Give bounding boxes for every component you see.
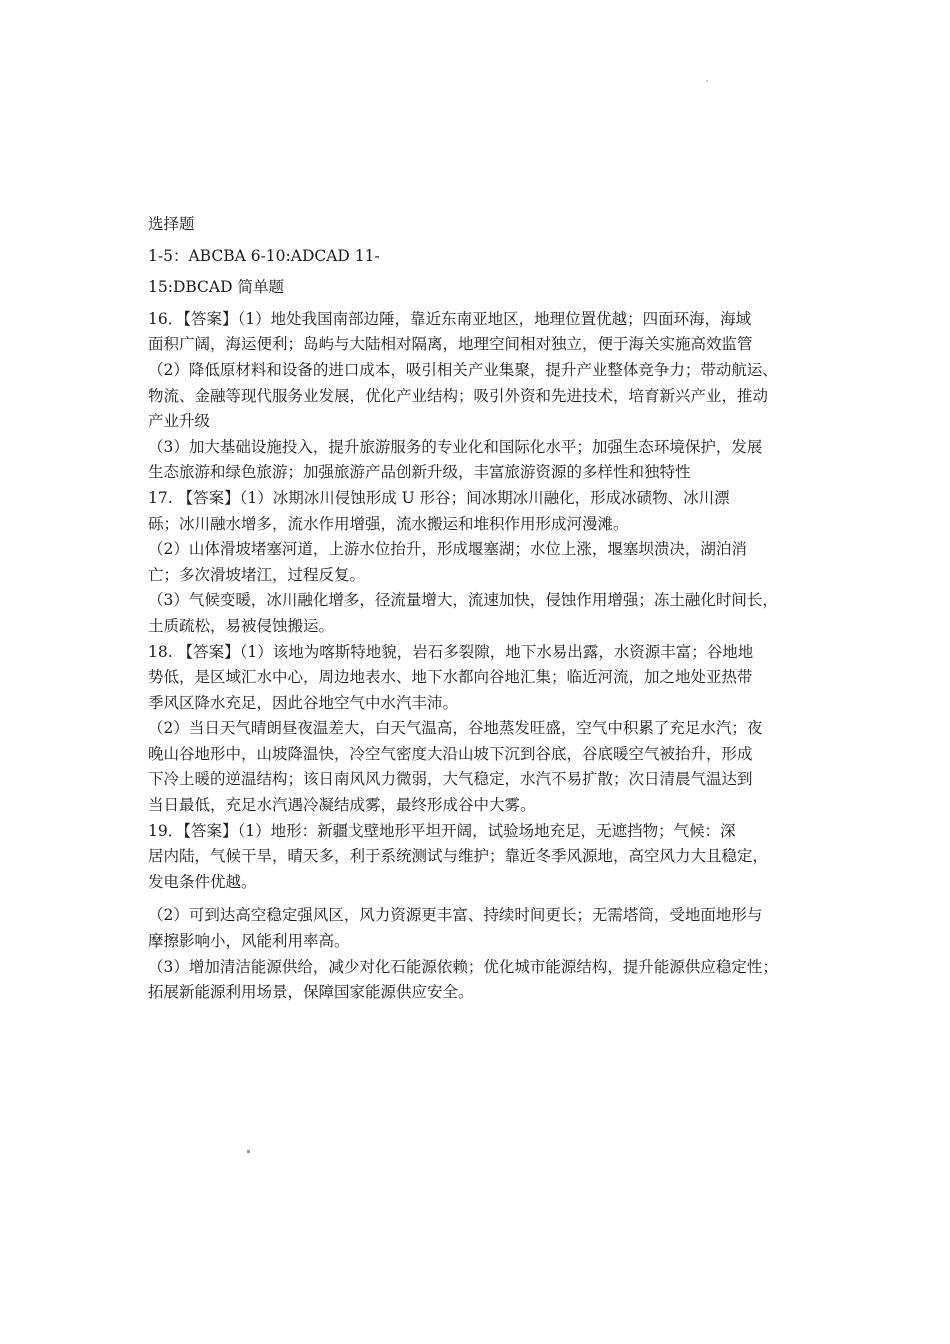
q16-line: 产业升级 xyxy=(148,412,211,431)
q18-line: 18. 【答案】（1）该地为喀斯特地貌，岩石多裂隙，地下水易出露，水资源丰富；谷地地 xyxy=(148,642,754,661)
q16-line: 生态旅游和绿色旅游；加强旅游产品创新升级，丰富旅游资源的多样性和独特性 xyxy=(148,463,691,482)
q18-line: 势低，是区域汇水中心，周边地表水、地下水都向谷地汇集；临近河流，加之地处亚热带 xyxy=(148,668,753,687)
q17-line: 17. 【答案】（1）冰期冰川侵蚀形成 U 形谷；间冰期冰川融化，形成冰碛物、冰川漂 xyxy=(148,488,730,507)
question-18 xyxy=(148,640,820,819)
q19-line: 发电条件优越。 xyxy=(148,872,257,891)
q16-line: （2）降低原材料和设备的进口成本，吸引相关产业集聚，提升产业整体竞争力；带动航运、 xyxy=(148,360,778,379)
q16-line: 物流、金融等现代服务业发展，优化产业结构；吸引外资和先进技术，培育新兴产业，推动 xyxy=(148,386,769,405)
q16-line: （3）加大基础设施投入，提升旅游服务的专业化和国际化水平；加强生态环境保护，发展 xyxy=(148,437,763,456)
q17-line: 土质疏松，易被侵蚀搬运。 xyxy=(148,616,335,635)
scan-speck xyxy=(706,80,708,82)
q16-line: 面积广阔，海运便利；岛屿与大陆相对隔离，地理空间相对独立，便于海关实施高效监管 xyxy=(148,335,753,354)
scan-speck xyxy=(247,1150,250,1153)
question-17 xyxy=(148,486,820,640)
q19-line: 19．【答案】（1）地形：新疆戈壁地形平坦开阔，试验场地充足，无遮挡物；气候：深 xyxy=(148,821,736,840)
q19-line: 摩擦影响小，风能利用率高。 xyxy=(148,932,350,951)
q18-line: 下冷上暖的逆温结构；该日南风风力微弱，大气稳定，水汽不易扩散；次日清晨气温达到 xyxy=(148,770,753,789)
choice-answers-line-1: 1-5：ABCBA 6-10:ADCAD 11- xyxy=(148,246,380,265)
choice-answers-line-2: 15:DBCAD 简单题 xyxy=(148,278,284,297)
question-16 xyxy=(148,307,820,486)
q19-line: （2）可到达高空稳定强风区，风力资源更丰富、持续时间更长；无需塔筒，受地面地形与 xyxy=(148,906,763,925)
q19-line: （3）增加清洁能源供给，减少对化石能源依赖；优化城市能源结构，提升能源供应稳定性； xyxy=(148,957,778,976)
q19-line: 居内陆，气候干旱，晴天多，利于系统测试与维护；靠近冬季风源地，高空风力大且稳定， xyxy=(148,847,769,866)
answer-key-content xyxy=(148,212,820,1006)
q17-line: （2）山体滑坡堵塞河道，上游水位抬升，形成堰塞湖；水位上涨，堰塞坝溃决，湖泊消 xyxy=(148,540,747,559)
q17-line: （3）气候变暖，冰川融化增多，径流量增大，流速加快，侵蚀作用增强；冻土融化时间长， xyxy=(148,591,778,610)
section-heading-choice: 选择题 xyxy=(148,215,195,233)
question-19 xyxy=(148,819,820,1006)
q18-line: （2）当日天气晴朗昼夜温差大，白天气温高，谷地蒸发旺盛，空气中积累了充足水汽；夜 xyxy=(148,719,763,738)
q18-line: 季风区降水充足，因此谷地空气中水汽丰沛。 xyxy=(148,693,459,712)
q16-line: 16．【答案】（1）地处我国南部边陲，靠近东南亚地区，地理位置优越；四面环海，海域 xyxy=(148,309,752,328)
q19-line: 拓展新能源利用场景，保障国家能源供应安全。 xyxy=(148,983,474,1002)
q18-line: 当日最低，充足水汽遇冷凝结成雾，最终形成谷中大雾。 xyxy=(148,796,536,815)
q18-line: 晚山谷地形中，山坡降温快，冷空气密度大沿山坡下沉到谷底，谷底暖空气被抬升，形成 xyxy=(148,744,753,763)
q17-line: 砾；冰川融水增多，流水作用增强，流水搬运和堆积作用形成河漫滩。 xyxy=(148,514,629,533)
q17-line: 亡；多次滑坡堵江，过程反复。 xyxy=(148,565,366,584)
